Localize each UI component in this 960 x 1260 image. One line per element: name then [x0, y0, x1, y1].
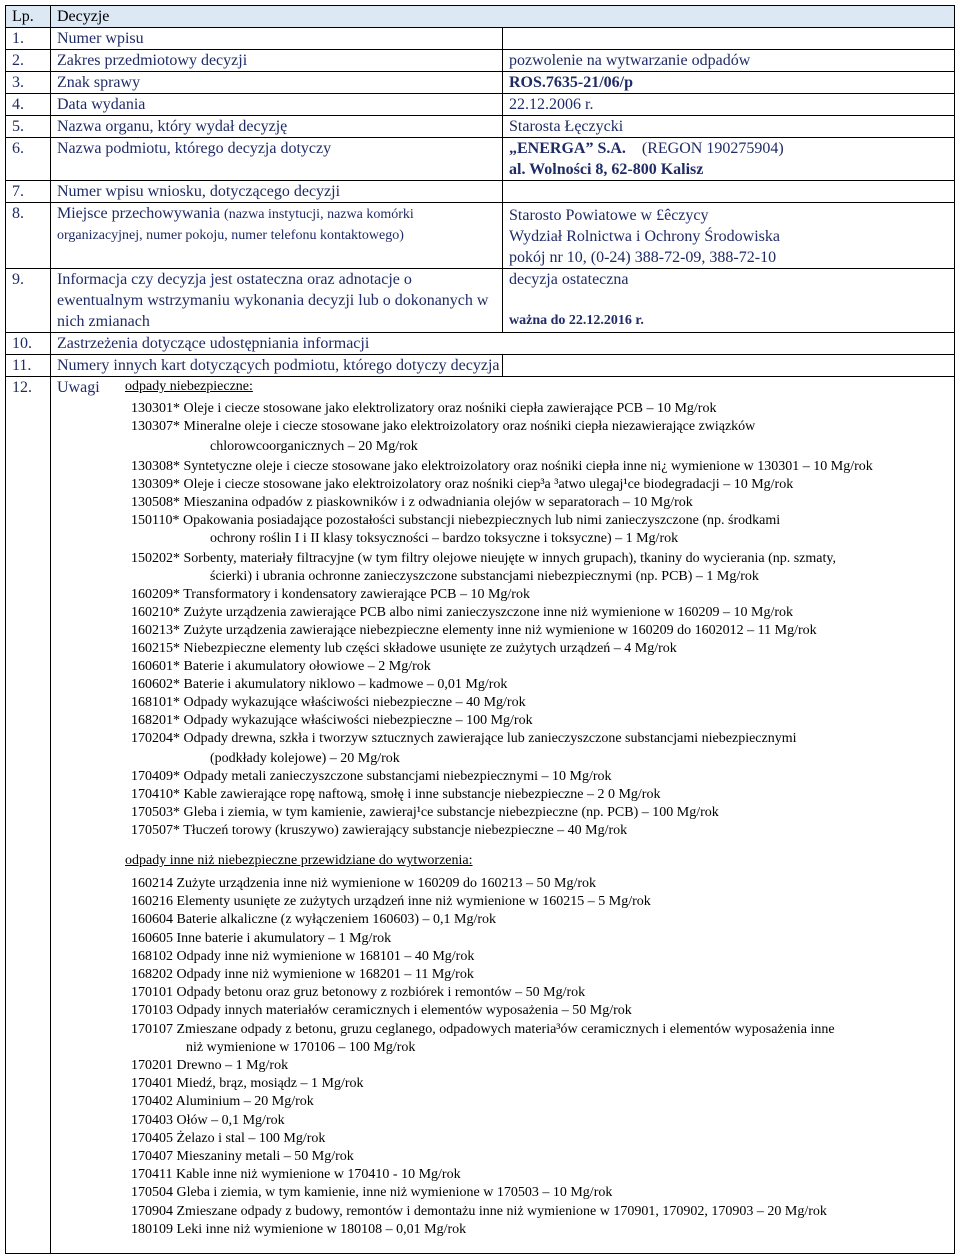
- decision-document: [5, 5, 955, 1255]
- row-number: 4.: [6, 94, 51, 116]
- row-value: Starosta Łęczycki: [503, 116, 955, 138]
- row-value: [503, 28, 955, 50]
- remarks-content: [51, 377, 954, 1253]
- non-hazardous-waste-item: 170405 Żelazo i stal – 100 Mg/rok: [131, 1130, 326, 1146]
- hazardous-waste-item: 160215* Niebezpieczne elementy lub części składowe usunięte ze zużytych urządzeń – 4 Mg/rok: [131, 641, 677, 656]
- row-label: Numer wpisu: [51, 28, 503, 50]
- row-2: [6, 50, 955, 72]
- hazardous-waste-item: (podkłady kolejowe) – 20 Mg/rok: [210, 751, 400, 766]
- company-regon: (REGON 190275904): [641, 140, 784, 157]
- row-label: [51, 203, 503, 269]
- row-number: 9.: [6, 269, 51, 333]
- non-hazardous-waste-item: 180109 Leki inne niż wymienione w 180108 – 0,01 Mg/rok: [131, 1221, 467, 1237]
- hazardous-waste-item: 150202* Sorbenty, materiały filtracyjne (w tym filtry olejowe nieujęte w innych grupach), tkaniny do wycierania (np. szmaty,: [131, 551, 836, 566]
- row-number: 2.: [6, 50, 51, 72]
- non-hazardous-waste-item: 170103 Odpady innych materiałów ceramicznych i elementów wyposażenia – 50 Mg/rok: [131, 1003, 632, 1019]
- hazardous-waste-item: 130308* Syntetyczne oleje i ciecze stosowane jako elektroizolatory oraz nośniki ciepła inne ni¿ wymienione w 130301 – 10 Mg/rok: [131, 459, 873, 474]
- hazardous-waste-item: ochrony roślin I i II klasy toksyczności – bardzo toksyczne i toksyczne) – 1 Mg/rok: [210, 531, 679, 546]
- non-hazardous-waste-item: 160214 Zużyte urządzenia inne niż wymienione w 160209 do 160213 – 50 Mg/rok: [131, 876, 597, 891]
- header-title: Decyzje: [51, 6, 955, 28]
- storage-office: Starosto Powiatowe w £êczycy: [509, 207, 709, 224]
- row-6: [6, 138, 955, 181]
- hazardous-waste-item: 168101* Odpady wykazujące właściwości niebezpieczne – 40 Mg/rok: [131, 695, 526, 710]
- company-address: al. Wolności 8, 62-800 Kalisz: [509, 161, 704, 178]
- row-number: 12.: [6, 377, 51, 1254]
- row-value: pozwolenie na wytwarzanie odpadów: [503, 50, 955, 72]
- row-8: [6, 203, 955, 269]
- row-value: [503, 138, 955, 181]
- row-number: 1.: [6, 28, 51, 50]
- row-label: Zastrzeżenia dotyczące udostępniania informacji: [51, 333, 955, 355]
- storage-contact: pokój nr 10, (0-24) 388-72-09, 388-72-10: [509, 249, 777, 266]
- row-1: [6, 28, 955, 50]
- row-7: [6, 181, 955, 203]
- row-value: [503, 181, 955, 203]
- row-label: Numery innych kart dotyczących podmiotu, którego dotyczy decyzja: [51, 355, 503, 377]
- row-number: 8.: [6, 203, 51, 269]
- hazardous-waste-item: 170503* Gleba i ziemia, w tym kamienie, zawieraj¹ce substancje niebezpieczne (np. PCB) – 100 Mg/rok: [131, 805, 719, 820]
- hazardous-waste-item: 170410* Kable zawierające ropę naftową, smołę i inne substancje niebezpieczne – 2 0 Mg/rok: [131, 787, 661, 802]
- row-label: Informacja czy decyzja jest ostateczna oraz adnotacje o ewentualnym wstrzymaniu wykonania decyzji lub o dokonanych w nich zmianach: [51, 269, 503, 333]
- header-lp: Lp.: [6, 6, 51, 28]
- hazardous-waste-item: 168201* Odpady wykazujące właściwości niebezpieczne – 100 Mg/rok: [131, 713, 533, 728]
- row-number: 11.: [6, 355, 51, 377]
- non-hazardous-waste-item: 170107 Zmieszane odpady z betonu, gruzu ceglanego, odpadowych materia³ów ceramicznych i elementów wyposażenia inne: [131, 1021, 835, 1037]
- non-hazardous-waste-item: 168102 Odpady inne niż wymienione w 168101 – 40 Mg/rok: [131, 948, 475, 964]
- hazardous-waste-item: 160210* Zużyte urządzenia zawierające PCB albo nimi zanieczyszczone inne niż wymienione w 160209 – 10 Mg/rok: [131, 605, 794, 620]
- non-hazardous-waste-item: niż wymienione w 170106 – 100 Mg/rok: [186, 1039, 416, 1055]
- hazardous-waste-item: 130309* Oleje i ciecze stosowane jako elektroizolatory oraz nośniki ciep³a ³atwo ulegaj¹ce biodegradacji – 10 Mg/rok: [131, 477, 794, 492]
- hazardous-waste-item: 170204* Odpady drewna, szkła i tworzyw sztucznych zawierające lub zanieczyszczone substancjami niebezpiecznymi: [131, 731, 797, 746]
- row-value: [503, 269, 955, 333]
- row-label: Numer wpisu wniosku, dotyczącego decyzji: [51, 181, 503, 203]
- hazardous-waste-item: 130307* Mineralne oleje i ciecze stosowane jako elektroizolatory oraz nośniki ciepła niezawierające związków: [131, 419, 756, 434]
- row-11: [6, 355, 955, 377]
- row-3: [6, 72, 955, 94]
- row-5: [6, 116, 955, 138]
- row-number: 5.: [6, 116, 51, 138]
- row-number: 10.: [6, 333, 51, 355]
- hazardous-waste-item: 130301* Oleje i ciecze stosowane jako elektrolizatory oraz nośniki ciepła zawierające PCB – 10 Mg/rok: [131, 401, 717, 416]
- non-hazardous-waste-item: 170407 Mieszaniny metali – 50 Mg/rok: [131, 1149, 354, 1164]
- hazardous-header: odpady niebezpieczne:: [125, 379, 253, 394]
- non-hazardous-waste-item: 170403 Ołów – 0,1 Mg/rok: [131, 1112, 285, 1128]
- row-4: [6, 94, 955, 116]
- remarks-cell: [51, 377, 955, 1254]
- row-number: 6.: [6, 138, 51, 181]
- storage-department: Wydział Rolnictwa i Ochrony Środowiska: [509, 228, 780, 245]
- row-value: 22.12.2006 r.: [503, 94, 955, 116]
- decision-table: [5, 5, 955, 1254]
- hazardous-waste-item: 160601* Baterie i akumulatory ołowiowe – 2 Mg/rok: [131, 659, 431, 674]
- row-label: Zakres przedmiotowy decyzji: [51, 50, 503, 72]
- row-number: 3.: [6, 72, 51, 94]
- row-label: Znak sprawy: [51, 72, 503, 94]
- row-12: [6, 377, 955, 1254]
- row-10: [6, 333, 955, 355]
- non-hazardous-waste-item: 170402 Aluminium – 20 Mg/rok: [131, 1094, 314, 1110]
- row-value: [503, 203, 955, 269]
- non-hazardous-waste-item: 170504 Gleba i ziemia, w tym kamienie, inne niż wymienione w 170503 – 10 Mg/rok: [131, 1185, 613, 1201]
- remarks-label: Uwagi: [57, 379, 100, 396]
- non-hazardous-waste-item: 168202 Odpady inne niż wymienione w 168201 – 11 Mg/rok: [131, 967, 474, 982]
- row-label-detail: (nazwa instytucji, nazwa komórki organizacyjnej, numer pokoju, numer telefonu kontaktowego): [57, 207, 414, 243]
- decision-status: decyzja ostateczna: [509, 271, 629, 288]
- decision-valid-until: ważna do 22.12.2016 r.: [509, 313, 644, 328]
- non-hazardous-waste-item: 160604 Baterie alkaliczne (z wyłączeniem 160603) – 0,1 Mg/rok: [131, 912, 497, 928]
- row-value: [503, 355, 955, 377]
- row-label: Nazwa organu, który wydał decyzję: [51, 116, 503, 138]
- hazardous-waste-item: 150110* Opakowania posiadające pozostałości substancji niebezpiecznych lub nimi zanieczyszczone (np. środkami: [131, 513, 781, 528]
- row-value: ROS.7635-21/06/p: [503, 72, 955, 94]
- non-hazardous-waste-item: 170101 Odpady betonu oraz gruz betonowy z rozbiórek i remontów – 50 Mg/rok: [131, 985, 586, 1001]
- row-label: Nazwa podmiotu, którego decyzja dotyczy: [51, 138, 503, 181]
- non-hazardous-waste-item: 170201 Drewno – 1 Mg/rok: [131, 1058, 289, 1073]
- non-hazardous-waste-item: 160216 Elementy usunięte ze zużytych urządzeń inne niż wymienione w 160215 – 5 Mg/rok: [131, 894, 651, 910]
- header-row: [6, 6, 955, 28]
- company-name: „ENERGA” S.A.: [509, 140, 626, 157]
- hazardous-waste-item: ścierki) i ubrania ochronne zanieczyszczone substancjami niebezpiecznymi (np. PCB) – 1 Mg/rok: [210, 569, 759, 584]
- non-hazardous-waste-item: 170401 Miedź, brąz, mosiądz – 1 Mg/rok: [131, 1076, 364, 1092]
- row-9: [6, 269, 955, 333]
- row-number: 7.: [6, 181, 51, 203]
- non-hazardous-waste-item: 170411 Kable inne niż wymienione w 170410 - 10 Mg/rok: [131, 1167, 461, 1183]
- hazardous-waste-item: 160213* Zużyte urządzenia zawierające niebezpieczne elementy inne niż wymienione w 160209 do 1602012 – 11 Mg/rok: [131, 623, 817, 638]
- hazardous-waste-item: 170507* Tłuczeń torowy (kruszywo) zawierający substancje niebezpieczne – 40 Mg/rok: [131, 823, 628, 838]
- non-hazardous-waste-item: 170904 Zmieszane odpady z budowy, remontów i demontażu inne niż wymienione w 170901, 170902, 170903 – 20 Mg/rok: [131, 1203, 827, 1219]
- hazardous-waste-item: chlorowcoorganicznych – 20 Mg/rok: [210, 439, 418, 454]
- hazardous-waste-item: 130508* Mieszanina odpadów z piaskowników i z odwadniania olejów w separatorach – 10 Mg/rok: [131, 495, 693, 510]
- non-hazardous-waste-item: 160605 Inne baterie i akumulatory – 1 Mg/rok: [131, 930, 392, 946]
- hazardous-waste-item: 160602* Baterie i akumulatory niklowo – kadmowe – 0,01 Mg/rok: [131, 677, 508, 692]
- non-hazardous-header: odpady inne niż niebezpieczne przewidziane do wytworzenia:: [125, 853, 473, 868]
- row-label: Data wydania: [51, 94, 503, 116]
- hazardous-waste-item: 160209* Transformatory i kondensatory zawierające PCB – 10 Mg/rok: [131, 587, 530, 602]
- hazardous-waste-item: 170409* Odpady metali zanieczyszczone substancjami niebezpiecznymi – 10 Mg/rok: [131, 769, 612, 784]
- row-label-main: Miejsce przechowywania: [57, 205, 221, 222]
